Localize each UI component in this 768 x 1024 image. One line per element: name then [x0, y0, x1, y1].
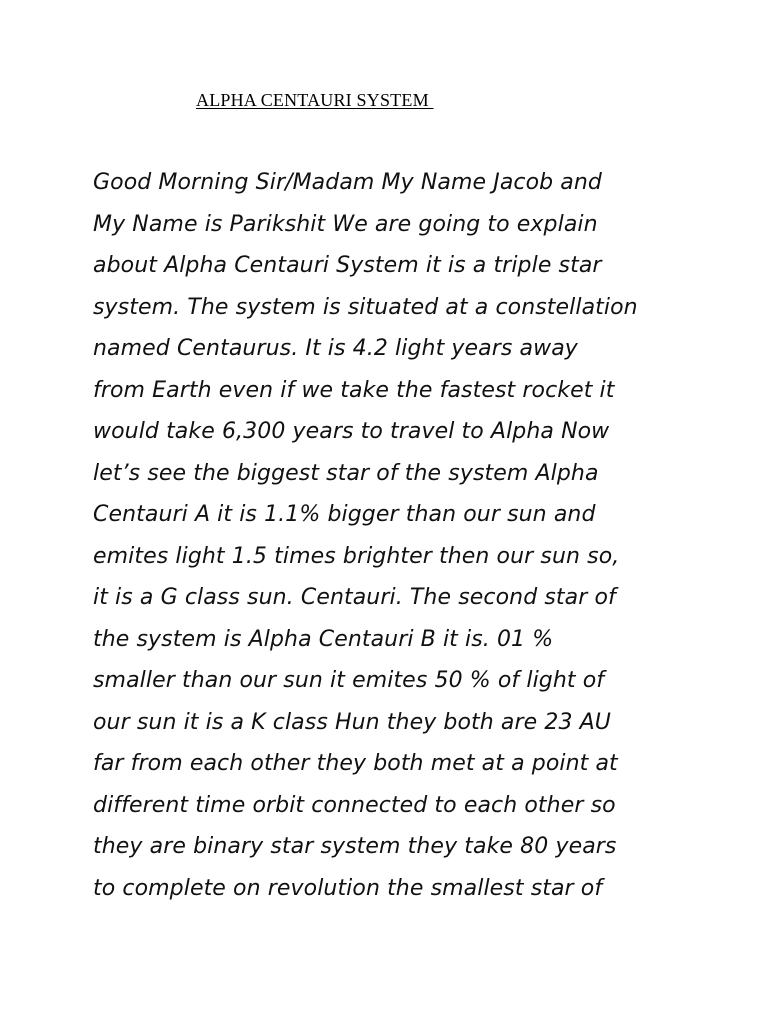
text-line: about Alpha Centauri System it is a triple star [93, 253, 602, 278]
text-line: Centauri A it is 1.1% bigger than our sun and [93, 502, 596, 527]
text-line: system. The system is situated at a constellation [93, 294, 638, 320]
text-line: smaller than our sun it emites 50 % of light of [93, 668, 605, 693]
text-line: My Name is Parikshit We are going to explain [93, 211, 598, 237]
text-line: they are binary star system they take 80 years [93, 834, 617, 859]
text-line: from Earth even if we take the fastest rocket it [93, 377, 615, 403]
text-line: let’s see the biggest star of the system Alpha [93, 460, 599, 486]
text-line: Good Morning Sir/Madam My Name Jacob and [93, 170, 603, 195]
text-line: our sun it is a K class Hun they both are 23 AU [93, 709, 612, 735]
document-title: ALPHA CENTAURI SYSTEM [196, 90, 434, 110]
text-line: it is a G class sun. Centauri. The second star of [93, 585, 616, 610]
text-line: to complete on revolution the smallest star of [93, 875, 603, 901]
text-line: the system is Alpha Centauri B it is. 01 % [93, 626, 554, 652]
text-line: would take 6,300 years to travel to Alpha Now [93, 419, 610, 444]
body-text [93, 162, 733, 909]
text-line: different time orbit connected to each other so [93, 792, 616, 818]
text-line: named Centaurus. It is 4.2 light years away [93, 336, 578, 361]
text-line: far from each other they both met at a point at [93, 751, 618, 776]
text-line: emites light 1.5 times brighter then our sun so, [93, 543, 620, 569]
